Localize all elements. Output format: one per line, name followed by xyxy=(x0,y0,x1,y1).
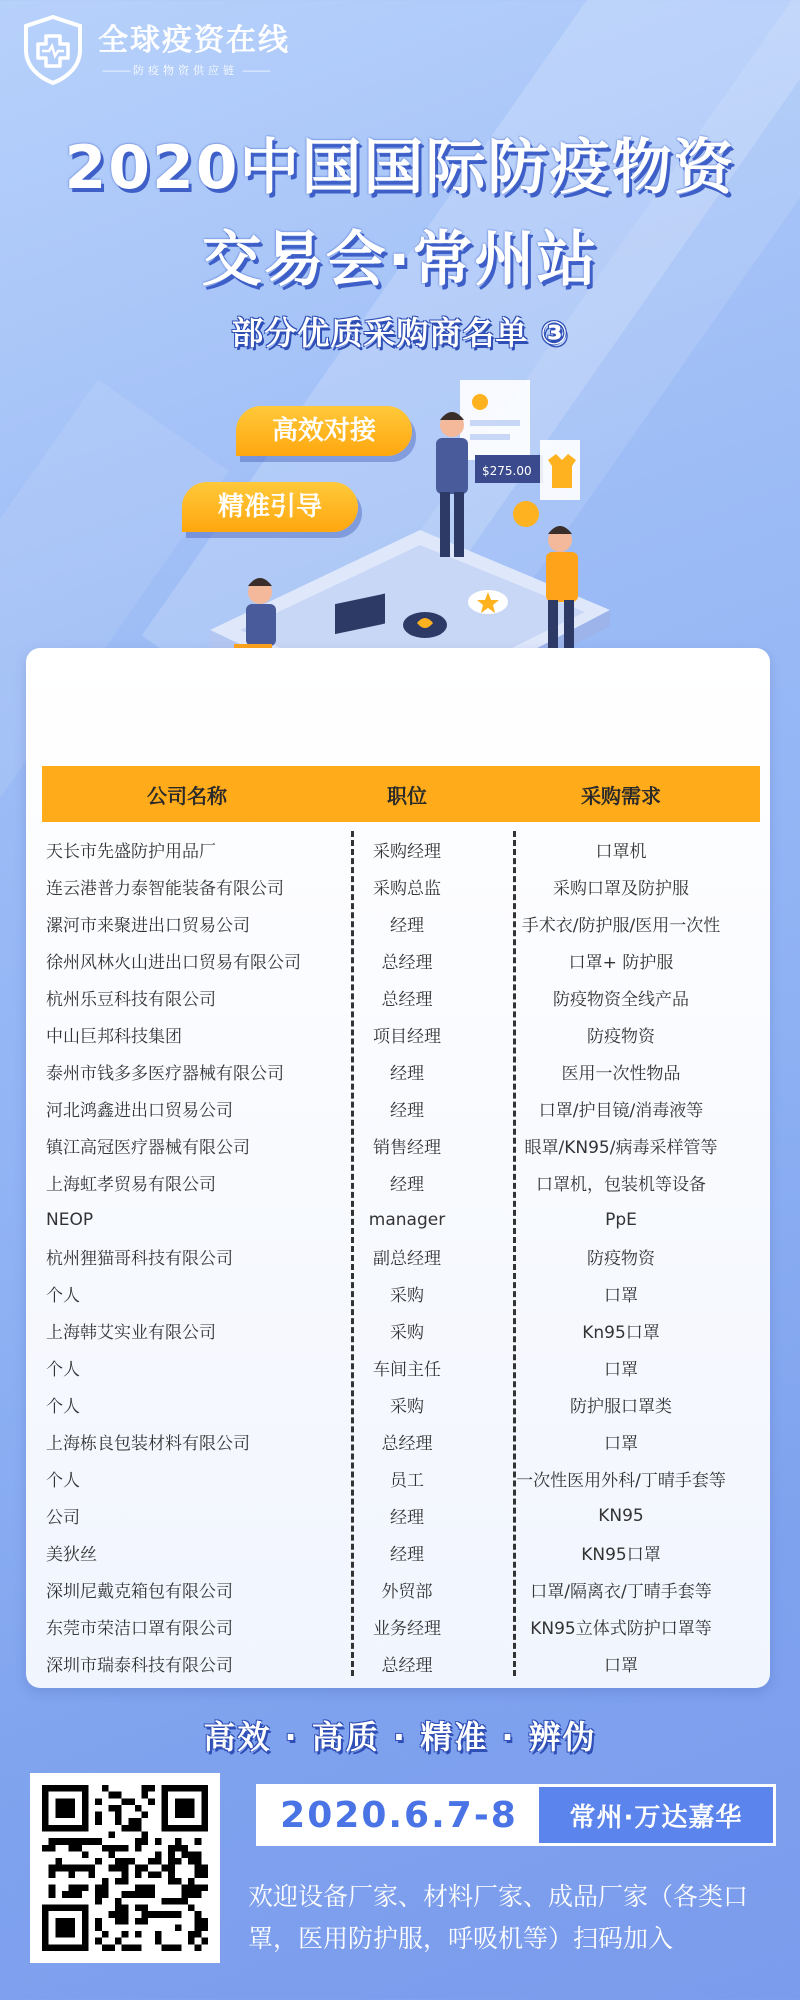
table-row xyxy=(42,942,760,979)
position-cell: 总经理 xyxy=(381,990,433,1010)
company-cell: 上海韩艾实业有限公司 xyxy=(46,1323,216,1343)
qr-code-image xyxy=(42,1785,208,1951)
demand-cell: 一次性医用外科/丁晴手套等 xyxy=(516,1471,726,1491)
demand-cell: 防疫物资全线产品 xyxy=(553,990,689,1010)
table-row xyxy=(42,1016,760,1053)
table-header xyxy=(42,766,760,822)
company-cell: 杭州乐豆科技有限公司 xyxy=(46,990,216,1010)
table-row xyxy=(42,1571,760,1608)
logo-title: 全球疫资在线 xyxy=(98,23,290,58)
company-cell: 天长市先盛防护用品厂 xyxy=(46,842,216,862)
position-cell: 销售经理 xyxy=(373,1138,441,1158)
position-cell: 业务经理 xyxy=(373,1619,441,1639)
position-cell: 经理 xyxy=(390,916,424,936)
company-cell: 杭州狸猫哥科技有限公司 xyxy=(46,1249,233,1269)
invite-text: 欢迎设备厂家、材料厂家、成品厂家（各类口罩，医用防护服，呼吸机等）扫码加入 xyxy=(248,1882,749,1953)
position-cell: 外贸部 xyxy=(381,1582,433,1602)
table-row xyxy=(42,1460,760,1497)
demand-cell: 口罩+ 防护服 xyxy=(568,953,674,973)
position-cell: 经理 xyxy=(390,1101,424,1121)
company-cell: 美狄丝 xyxy=(46,1545,97,1565)
position-cell: 采购经理 xyxy=(373,842,441,862)
position-cell: 经理 xyxy=(390,1545,424,1565)
position-cell: manager xyxy=(368,1209,446,1230)
company-cell: 漯河市来聚进出口贸易公司 xyxy=(46,916,250,936)
position-cell: 副总经理 xyxy=(373,1249,441,1269)
tag-efficient-matching: 高效对接 xyxy=(236,406,412,456)
table-row xyxy=(42,979,760,1016)
table-row xyxy=(42,1386,760,1423)
demand-cell: 采购口罩及防护服 xyxy=(553,879,689,899)
position-cell: 采购 xyxy=(390,1286,424,1306)
company-cell: 东莞市荣洁口罩有限公司 xyxy=(46,1619,233,1639)
company-cell: 泰州市钱多多医疗器械有限公司 xyxy=(46,1064,284,1084)
demand-cell: 口罩/护目镜/消毒液等 xyxy=(538,1101,704,1121)
demand-cell: 口罩 xyxy=(604,1286,638,1306)
company-cell: 深圳尼戴克箱包有限公司 xyxy=(46,1582,233,1602)
column-header-position: 职位 xyxy=(387,783,427,808)
demand-cell: 口罩/隔离衣/丁晴手套等 xyxy=(530,1582,712,1602)
position-cell: 经理 xyxy=(390,1064,424,1084)
position-cell: 采购 xyxy=(390,1323,424,1343)
position-cell: 经理 xyxy=(390,1508,424,1528)
smile-icon xyxy=(513,501,539,527)
demand-cell: KN95 xyxy=(598,1505,644,1526)
position-cell: 总经理 xyxy=(381,1656,433,1676)
buyer-list-card xyxy=(26,648,770,1688)
table-row xyxy=(42,1497,760,1534)
qr-code[interactable] xyxy=(30,1773,220,1963)
column-header-demand: 采购需求 xyxy=(581,783,661,808)
page-title-line-2: 交易会·常州站 xyxy=(201,225,599,295)
demand-cell: 防护服口罩类 xyxy=(570,1397,672,1417)
company-cell: 镇江高冠医疗器械有限公司 xyxy=(46,1138,250,1158)
table-row xyxy=(42,1534,760,1571)
demand-cell: 防疫物资 xyxy=(587,1249,655,1269)
company-cell: 中山巨邦科技集团 xyxy=(46,1027,182,1047)
company-cell: 个人 xyxy=(46,1397,80,1417)
company-cell: 个人 xyxy=(46,1286,80,1306)
demand-cell: 口罩 xyxy=(604,1434,638,1454)
table-row xyxy=(42,1349,760,1386)
table-row xyxy=(42,1275,760,1312)
table-row xyxy=(42,1608,760,1645)
demand-cell: 眼罩/KN95/病毒采样管等 xyxy=(524,1138,718,1158)
demand-cell: 手术衣/防护服/医用一次性 xyxy=(521,916,721,936)
table-row xyxy=(42,1238,760,1275)
demand-cell: 防疫物资 xyxy=(587,1027,655,1047)
company-cell: 个人 xyxy=(46,1360,80,1380)
table-row xyxy=(42,1053,760,1090)
event-date: 2020.6.7-8 xyxy=(259,1787,539,1843)
table-row xyxy=(42,868,760,905)
company-cell: 上海虹孝贸易有限公司 xyxy=(46,1175,216,1195)
demand-cell: 口罩机 xyxy=(595,842,647,862)
position-cell: 采购总监 xyxy=(373,879,441,899)
position-cell: 车间主任 xyxy=(373,1360,441,1380)
company-cell: NEOP xyxy=(46,1209,94,1230)
table-row xyxy=(42,1645,760,1682)
event-venue: 常州·万达嘉华 xyxy=(539,1787,773,1843)
position-cell: 项目经理 xyxy=(373,1027,441,1047)
demand-cell: 口罩 xyxy=(604,1656,638,1676)
demand-cell: Kn95口罩 xyxy=(582,1323,660,1343)
slogan: 高效 · 高质 · 精准 · 辨伪 xyxy=(203,1718,597,1756)
company-cell: 公司 xyxy=(46,1508,80,1528)
page-subtitle: 部分优质采购商名单 ③ xyxy=(231,314,569,352)
company-cell: 河北鸿鑫进出口贸易公司 xyxy=(46,1101,233,1121)
company-cell: 连云港普力泰智能装备有限公司 xyxy=(46,879,284,899)
table-row xyxy=(42,905,760,942)
table-row xyxy=(42,831,760,868)
demand-cell: 口罩 xyxy=(604,1360,638,1380)
table-row xyxy=(42,1164,760,1201)
logo-subtitle: ——— 防疫物资供应链 ——— xyxy=(98,62,290,78)
demand-cell: PpE xyxy=(605,1209,637,1230)
page-title-line-1: 2020中国国际防疫物资 xyxy=(64,133,736,203)
company-cell: 徐州风林火山进出口贸易有限公司 xyxy=(46,953,301,973)
table-body xyxy=(42,831,760,1682)
column-header-company: 公司名称 xyxy=(147,783,227,808)
event-info-box xyxy=(256,1784,776,1846)
tag-precise-guidance: 精准引导 xyxy=(182,482,358,532)
shield-cross-icon xyxy=(22,14,84,86)
position-cell: 总经理 xyxy=(381,1434,433,1454)
table-row xyxy=(42,1201,760,1238)
company-cell: 深圳市瑞泰科技有限公司 xyxy=(46,1656,233,1676)
company-cell: 个人 xyxy=(46,1471,80,1491)
table-row xyxy=(42,1090,760,1127)
price-label: $275.00 xyxy=(482,464,532,478)
demand-cell: KN95口罩 xyxy=(581,1545,661,1565)
brand-logo xyxy=(22,14,290,86)
company-cell: 上海栋良包装材料有限公司 xyxy=(46,1434,250,1454)
position-cell: 采购 xyxy=(390,1397,424,1417)
position-cell: 员工 xyxy=(390,1471,424,1491)
position-cell: 经理 xyxy=(390,1175,424,1195)
demand-cell: KN95立体式防护口罩等 xyxy=(530,1619,712,1639)
demand-cell: 口罩机，包装机等设备 xyxy=(536,1175,706,1195)
table-row xyxy=(42,1423,760,1460)
table-row xyxy=(42,1127,760,1164)
position-cell: 总经理 xyxy=(381,953,433,973)
demand-cell: 医用一次性物品 xyxy=(561,1064,681,1084)
table-row xyxy=(42,1312,760,1349)
